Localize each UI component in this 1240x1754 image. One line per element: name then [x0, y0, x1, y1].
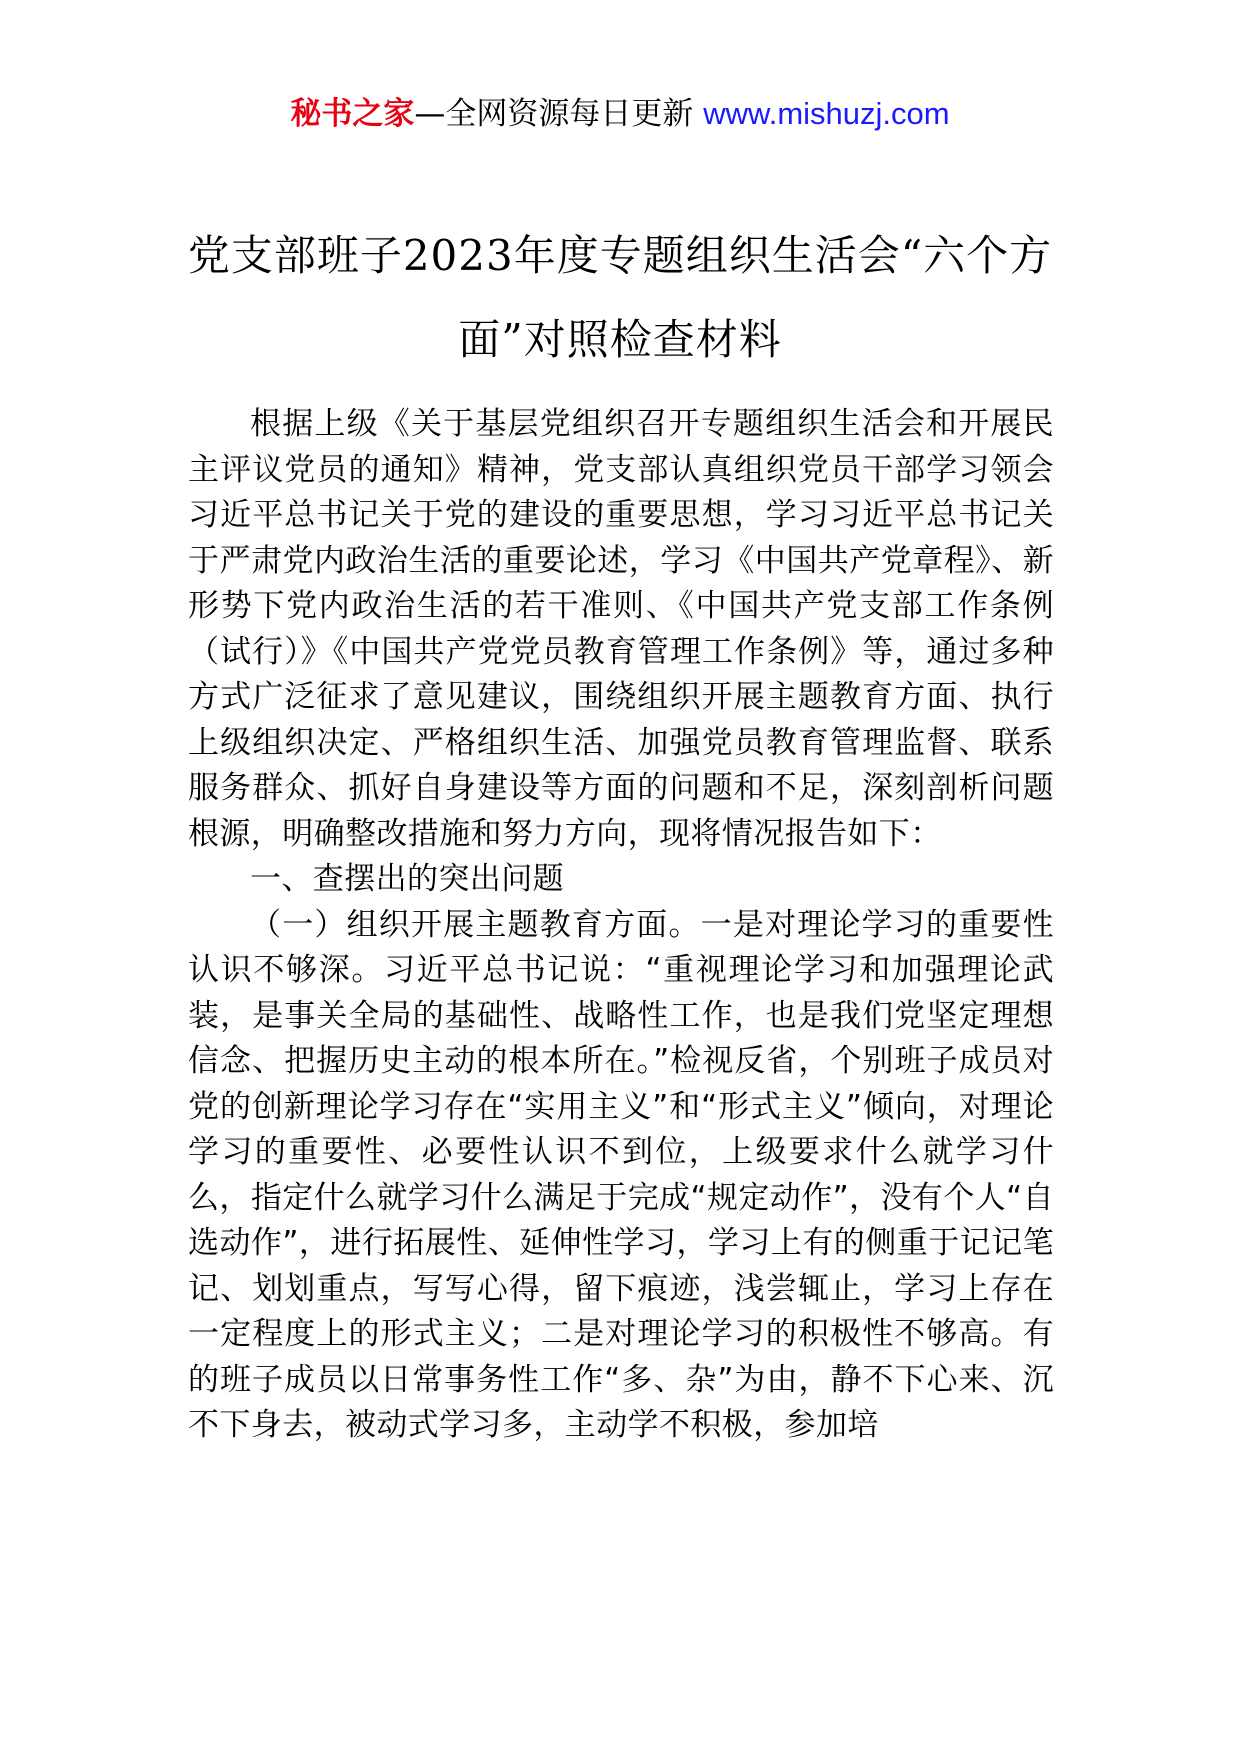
body-paragraph: （一）组织开展主题教育方面。一是对理论学习的重要性认识不够深。习近平总书记说：“重视理论学习和加强理论武装，是事关全局的基础性、战略性工作，也是我们党坚定理想信念、把握历史主动的根本所在。”检视反省，个别班子成员对党的创新理论学习存在“实用主义”和“形式主义”倾向，对理论学习的重要性、必要性认识不到位，上级要求什么就学习什么，指定什么就学习什么满足于完成“规定动作”，没有个人“自选动作”，进行拓展性、延伸性学习，学习上有的侧重于记记笔记、划划重点，写写心得，留下痕迹，浅尝辄止，学习上存在一定程度上的形式主义；二是对理论学习的积极性不够高。有的班子成员以日常事务性工作“多、杂”为由，静不下心来、沉不下身去，被动式学习多，主动学不积极，参加培	[188, 906, 1054, 1443]
intro-paragraph: 根据上级《关于基层党组织召开专题组织生活会和开展民主评议党员的通知》精神，党支部认真组织党员干部学习领会习近平总书记关于党的建设的重要思想，学习习近平总书记关于严肃党内政治生活的重要论述，学习《中国共产党章程》、新形势下党内政治生活的若干准则、《中国共产党支部工作条例（试行）》《中国共产党党员教育管理工作条例》等，通过多种方式广泛征求了意见建议，围绕组织开展主题教育方面、执行上级组织决定、严格组织生活、加强党员教育管理监督、联系服务群众、抓好自身建设等方面的问题和不足，深刻剖析问题根源，明确整改措施和努力方向，现将情况报告如下：	[188, 406, 1054, 852]
banner-tagline: —全网资源每日更新	[414, 96, 694, 132]
brand-name: 秘书之家	[290, 96, 415, 132]
document-title: 党支部班子2023年度专题组织生活会“六个方面”对照检查材料	[187, 231, 1053, 364]
site-url-link[interactable]: www.mishuzj.com	[703, 96, 950, 131]
document-body	[188, 402, 1054, 1449]
site-banner	[0, 94, 1240, 134]
section-heading: 一、查摆出的突出问题	[250, 861, 564, 897]
